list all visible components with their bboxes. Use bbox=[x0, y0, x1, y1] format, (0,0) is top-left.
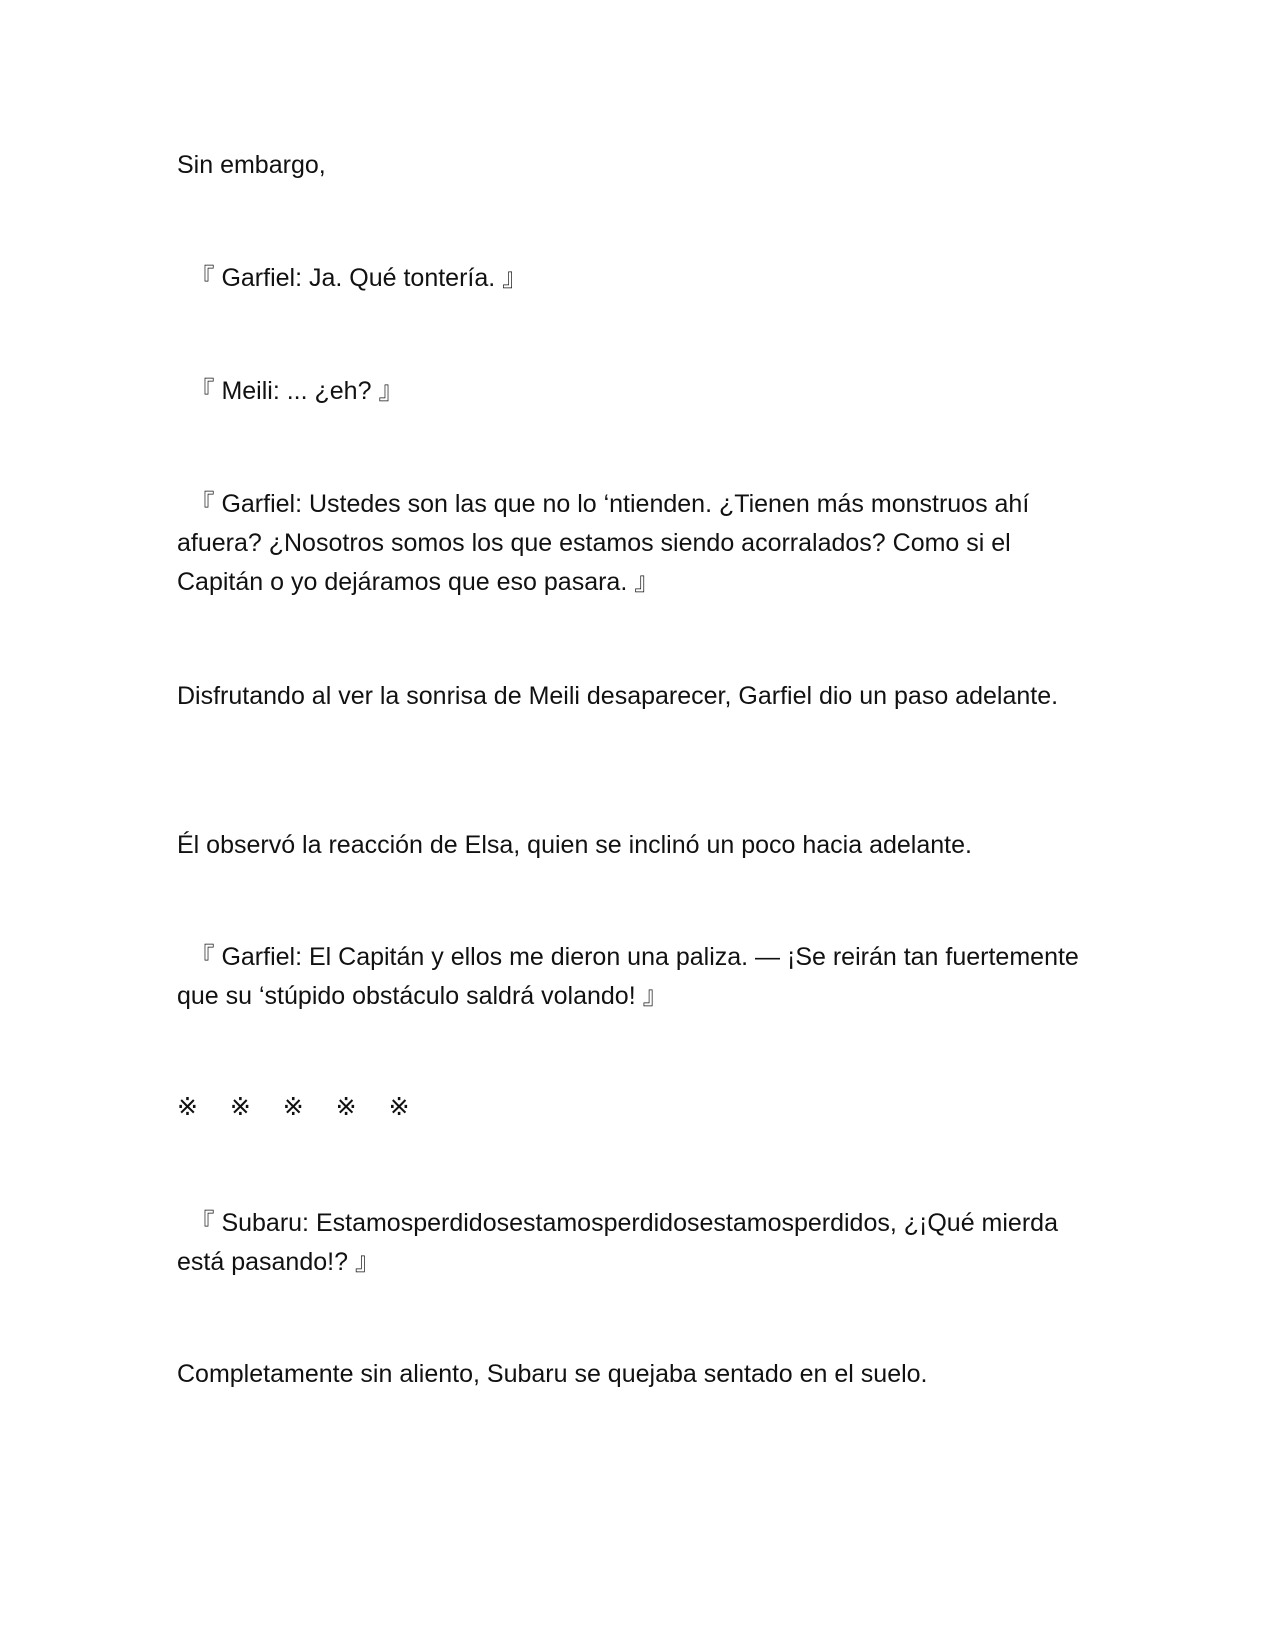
dialogue-garfiel-2: 『 Garfiel: Ustedes son las que no lo ‘ntienden. ¿Tienen más monstruos ahí afuera? ¿Nosotros somos los que estamos siendo acorralados? Como si el Capitán o yo dejáramos que eso pasara. 』 bbox=[177, 490, 1037, 596]
narration-2: Él observó la reacción de Elsa, quien se inclinó un poco hacia adelante. bbox=[177, 831, 972, 859]
dialogue-garfiel-1: 『 Garfiel: Ja. Qué tontería. 』 bbox=[177, 264, 528, 292]
narration-3: Completamente sin aliento, Subaru se quejaba sentado en el suelo. bbox=[177, 1360, 928, 1388]
narration-1: Disfrutando al ver la sonrisa de Meili desaparecer, Garfiel dio un paso adelante. bbox=[177, 682, 1059, 710]
dialogue-subaru-1: 『 Subaru: Estamosperdidosestamosperdidosestamosperdidos, ¿¡Qué mierda está pasando!? 』 bbox=[177, 1209, 1065, 1276]
dialogue-meili-1: 『 Meili: ... ¿eh? 』 bbox=[177, 377, 404, 405]
paragraph-intro: Sin embargo, bbox=[177, 151, 326, 179]
dialogue-garfiel-3: 『 Garfiel: El Capitán y ellos me dieron una paliza. — ¡Se reirán tan fuertemente que su ‘stúpido obstáculo saldrá volando! 』 bbox=[177, 943, 1086, 1010]
scene-separator: ※ ※ ※ ※ ※ bbox=[177, 1093, 410, 1121]
